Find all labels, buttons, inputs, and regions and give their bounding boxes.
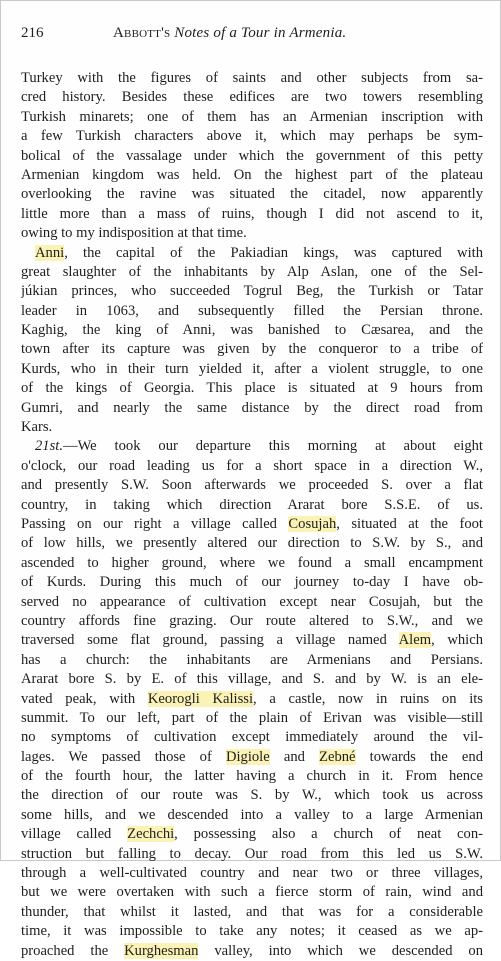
text-segment: great slaughter of the inhabitants by Alp Aslan, one of the Sel- bbox=[21, 263, 483, 280]
text-segment: the direction of our route was S. by W., which took us across bbox=[21, 787, 483, 804]
text-line bbox=[21, 360, 483, 379]
text-segment: traversed some flat ground, passing a village named bbox=[21, 632, 399, 649]
text-line bbox=[21, 302, 483, 321]
text-line bbox=[21, 88, 483, 107]
text-segment: towards the end bbox=[355, 748, 483, 765]
text-line bbox=[21, 709, 483, 728]
running-title-text: Notes of a Tour in Armenia. bbox=[174, 25, 347, 41]
text-line bbox=[21, 418, 483, 437]
text-segment: , possessing also a church of neat con- bbox=[174, 826, 483, 843]
running-title-author: Abbott's bbox=[113, 25, 171, 41]
text-line bbox=[21, 903, 483, 922]
text-line bbox=[21, 263, 483, 282]
text-segment: little more than a mass of ruins, though I did not ascend to it, bbox=[21, 205, 483, 222]
text-line bbox=[21, 767, 483, 786]
text-line bbox=[21, 244, 483, 263]
text-line bbox=[21, 845, 483, 864]
text-line bbox=[21, 728, 483, 747]
text-segment: owing to my indisposition at that time. bbox=[21, 225, 247, 242]
text-line bbox=[21, 340, 483, 359]
text-line bbox=[21, 554, 483, 573]
text-segment: no symptoms of cultivation except immediately around the vil- bbox=[21, 729, 483, 746]
text-line bbox=[21, 864, 483, 883]
text-line bbox=[21, 612, 483, 631]
text-line bbox=[21, 127, 483, 146]
text-segment: Kaghig, the king of Anni, was banished to Cæsarea, and the bbox=[21, 322, 483, 339]
text-segment: bolical of the vassalage under which the government of this petty bbox=[21, 147, 483, 164]
text-segment: vated peak, with bbox=[21, 690, 148, 707]
text-line bbox=[21, 825, 483, 844]
text-segment: of low hills, we presently altered our direction to S.W. by S., and bbox=[21, 535, 483, 552]
text-line bbox=[21, 515, 483, 534]
text-segment: through a well-cultivated country and near two or three villages, bbox=[21, 865, 483, 882]
page-number: 216 bbox=[21, 25, 44, 41]
running-title bbox=[113, 25, 346, 42]
text-segment: served no appearance of cultivation except near Cosujah, but the bbox=[21, 593, 483, 610]
text-line bbox=[21, 282, 483, 301]
text-line bbox=[21, 922, 483, 941]
text-line bbox=[21, 748, 483, 767]
text-segment: village called bbox=[21, 826, 128, 843]
highlighted-place-name: Kurghesman bbox=[124, 942, 199, 959]
text-line bbox=[21, 457, 483, 476]
text-line bbox=[21, 224, 483, 243]
text-line bbox=[21, 942, 483, 961]
text-segment: , a castle, now in ruins on its bbox=[253, 690, 483, 707]
text-segment: valley, into which we descended on bbox=[198, 942, 483, 959]
text-line bbox=[21, 399, 483, 418]
body-text bbox=[21, 69, 483, 961]
text-line bbox=[21, 108, 483, 127]
text-line bbox=[21, 670, 483, 689]
text-segment: time, it was impossible to take any notes; it ceased as we ap- bbox=[21, 923, 483, 940]
text-line bbox=[21, 147, 483, 166]
highlighted-place-name: Cosujah bbox=[288, 515, 337, 532]
text-segment: Armenian kingdom was held. On the highest part of the plateau bbox=[21, 166, 483, 183]
text-line bbox=[21, 883, 483, 902]
text-segment: of Kurds. During this much of our journey to-day I have ob- bbox=[21, 574, 483, 591]
text-segment: a few Turkish characters above it, which may perhaps be sym- bbox=[21, 128, 483, 145]
text-line bbox=[21, 786, 483, 805]
text-segment: and presently S.W. Soon afterwards we proceeded S. over a flat bbox=[21, 477, 483, 494]
text-segment: of the kings of Georgia. This place is situated at 9 hours from bbox=[21, 380, 483, 397]
highlighted-place-name: Zechchi bbox=[127, 826, 175, 843]
text-segment: but we were overtaken with such a fierce storm of rain, wind and bbox=[21, 884, 483, 901]
text-segment: Turkey with the figures of saints and other subjects from sa- bbox=[21, 70, 483, 86]
text-segment: o'clock, our road leading us for a short space in a direction W., bbox=[21, 457, 483, 474]
highlighted-place-name: Alem bbox=[398, 632, 432, 649]
text-segment: , which bbox=[431, 632, 483, 649]
text-segment: Ararat bore S. by E. of this village, and S. and by W. is an ele- bbox=[21, 671, 483, 688]
text-segment: town after its capture was given by the conqueror to a tribe of bbox=[21, 341, 483, 358]
text-segment: some hills, and we descended into a valley to a large Armenian bbox=[21, 806, 483, 823]
text-segment: cred history. Besides these edifices are two towers resembling bbox=[21, 89, 483, 106]
text-segment: Passing on our right a village called bbox=[21, 515, 289, 532]
text-segment: Turkish minarets; one of them has an Armenian inscription with bbox=[21, 108, 483, 125]
text-segment: Gumri, and nearly the same distance by the direct road from bbox=[21, 399, 483, 416]
text-line bbox=[21, 185, 483, 204]
text-line bbox=[21, 166, 483, 185]
text-segment: proached the bbox=[21, 942, 125, 959]
text-segment: lages. We passed those of bbox=[21, 748, 226, 765]
text-segment: thunder, that whilst it lasted, and that was for a considerable bbox=[21, 903, 483, 920]
text-segment: summit. To our left, part of the plain of Erivan was visible—still bbox=[21, 709, 483, 726]
text-line bbox=[21, 437, 483, 456]
text-line bbox=[21, 69, 483, 88]
highlighted-place-name: Keorogli Kalissi bbox=[147, 690, 253, 707]
text-segment: , situated at the foot bbox=[336, 515, 483, 532]
highlighted-place-name: Anni bbox=[35, 244, 65, 261]
text-line bbox=[21, 496, 483, 515]
text-segment: Kars. bbox=[21, 419, 53, 436]
text-segment: 21st. bbox=[35, 438, 63, 455]
text-line bbox=[21, 573, 483, 592]
text-line bbox=[21, 651, 483, 670]
text-line bbox=[21, 321, 483, 340]
text-line bbox=[21, 806, 483, 825]
text-line bbox=[21, 593, 483, 612]
text-segment: country affords fine grazing. Our route altered to S.W., and we bbox=[21, 612, 483, 629]
text-segment: , the capital of the Pakiadian kings, was captured with bbox=[64, 244, 483, 261]
text-line bbox=[21, 476, 483, 495]
text-segment: Kurds, who in their turn yielded it, after a violent struggle, to one bbox=[21, 360, 483, 377]
text-line bbox=[21, 205, 483, 224]
text-segment: has a church: the inhabitants are Armenians and Persians. bbox=[21, 651, 483, 668]
text-segment: country, in taking which direction Ararat bore S.S.E. of us. bbox=[21, 496, 483, 513]
text-line bbox=[21, 690, 483, 709]
highlighted-place-name: Digiole bbox=[225, 748, 270, 765]
text-segment: júkian princes, who succeeded Togrul Beg, the Turkish or Tatar bbox=[21, 283, 483, 300]
text-segment: ascended to higher ground, where we found a small encampment bbox=[21, 554, 483, 571]
text-segment: and bbox=[269, 748, 320, 765]
text-segment: —We took our departure this morning at about eight bbox=[62, 438, 483, 455]
text-line bbox=[21, 534, 483, 553]
text-segment: struction but falling to decay. Our road from this led us S.W. bbox=[21, 845, 483, 862]
page-header bbox=[21, 25, 482, 45]
text-segment: of the fourth hour, the latter having a church in it. From hence bbox=[21, 768, 483, 785]
text-segment: overlooking the ravine was situated the citadel, now apparently bbox=[21, 186, 483, 203]
text-segment: leader in 1063, and subsequently filled the Persian throne. bbox=[21, 302, 483, 319]
text-line bbox=[21, 379, 483, 398]
text-line bbox=[21, 631, 483, 650]
highlighted-place-name: Zebné bbox=[319, 748, 356, 765]
